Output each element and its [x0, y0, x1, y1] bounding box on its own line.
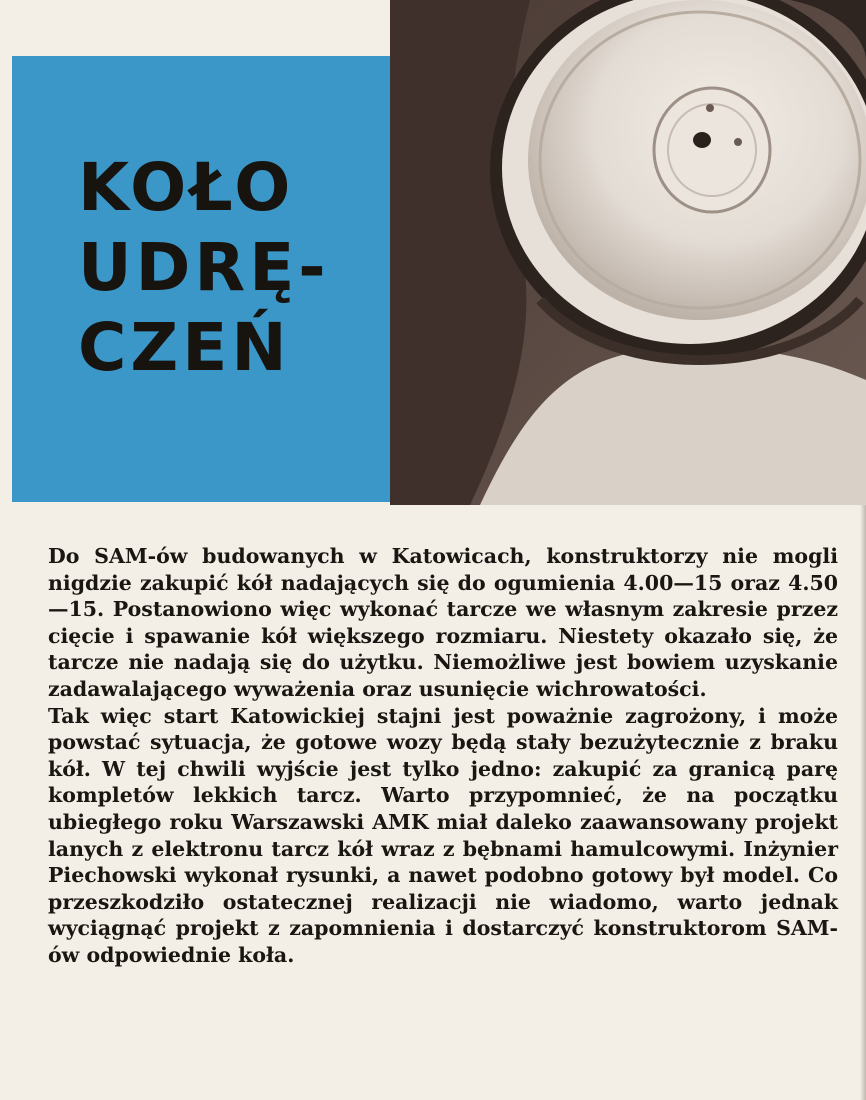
headline-line-1: KOŁO	[78, 149, 295, 226]
page-edge-shadow	[860, 505, 866, 1100]
headline	[78, 148, 378, 388]
headline-line-2: UDRĘ-	[78, 229, 330, 306]
wheel-photo-graphic	[390, 0, 866, 505]
wheel-photo	[390, 0, 866, 505]
headline-line-3: CZEŃ	[78, 309, 291, 386]
article-body	[48, 543, 838, 969]
article-paragraph-2: Tak więc start Katowickiej stajni jest poważnie zagrożony, i może powstać sytuacja, że gotowe wozy będą stały bezużytecznie z braku kół. W tej chwili wyjście jest tylko jedno: zakupić za granicą parę kompletów lekkich tarcz. Warto przypomnieć, że na początku ubiegłego roku Warszawski AMK miał daleko zaawansowany projekt lanych z elektronu tarcz kół wraz z bębnami hamulcowymi. Inżynier Piechowski wykonał rysunki, a nawet podobno gotowy był model. Co przeszkodziło ostatecznej realizacji nie wiadomo, warto jednak wyciągnąć projekt z zapomnienia i dostarczyć konstruktorom SAM-ów odpowiednie koła.	[48, 703, 838, 967]
article-paragraph-1: Do SAM-ów budowanych w Katowicach, konstruktorzy nie mogli nigdzie zakupić kół nadających się do ogumienia 4.00—15 oraz 4.50—15. Postanowiono więc wykonać tarcze we własnym zakresie przez cięcie i spawanie kół większego rozmiaru. Niestety okazało się, że tarcze nie nadają się do użytku. Niemożliwe jest bowiem uzyskanie zadawalającego wyważenia oraz usunięcie wichrowatości.	[48, 544, 838, 701]
